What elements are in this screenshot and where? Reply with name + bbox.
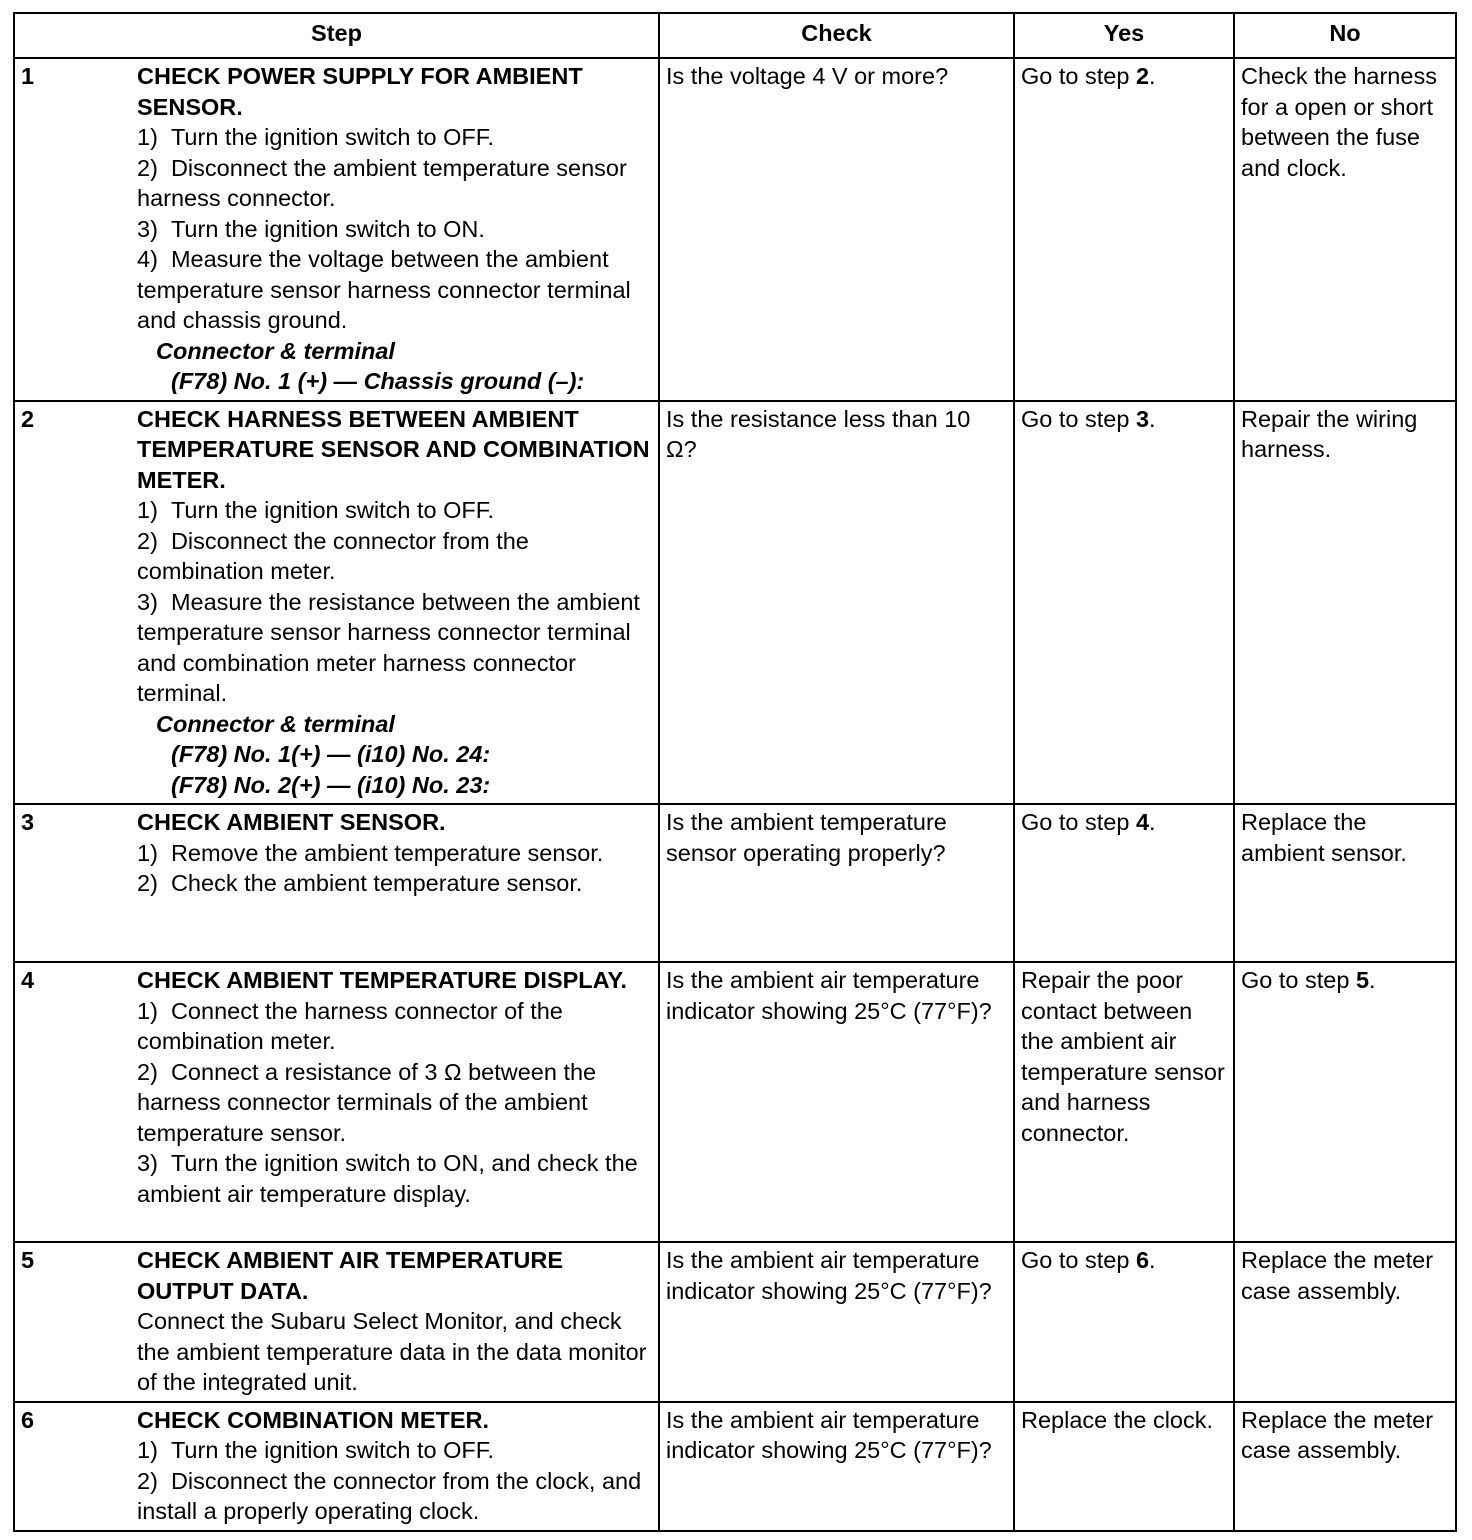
step-cell xyxy=(14,1242,659,1402)
check-cell: Is the resistance less than 10 Ω? xyxy=(659,401,1014,805)
check-cell: Is the ambient air temperature indicator showing 25°C (77°F)? xyxy=(659,962,1014,1242)
check-cell: Is the voltage 4 V or more? xyxy=(659,58,1014,401)
yes-text: Repair the poor contact between the ambient air temperature sensor and harness connector. xyxy=(1021,967,1225,1146)
step-instruction: 1) Turn the ignition switch to OFF. xyxy=(137,124,494,150)
header-step: Step xyxy=(14,13,659,58)
step-number: 3 xyxy=(21,809,35,835)
step-instruction: 2) Check the ambient temperature sensor. xyxy=(137,870,583,896)
step-number: 1 xyxy=(21,63,35,89)
yes-cell xyxy=(1014,401,1234,805)
step-instruction: 3) Measure the resistance between the ambient temperature sensor harness connector terminal and combination meter harness connector terminal. xyxy=(137,588,640,706)
step-cell xyxy=(14,962,659,1242)
step-instruction: 4) Measure the voltage between the ambient temperature sensor harness connector terminal and chassis ground. xyxy=(137,246,631,333)
connector-terminal: (F78) No. 1 (+) — Chassis ground (–): xyxy=(171,368,585,394)
step-title: CHECK AMBIENT AIR TEMPERATURE OUTPUT DATA. xyxy=(137,1247,564,1304)
check-cell: Is the ambient temperature sensor operating properly? xyxy=(659,804,1014,962)
no-cell: Replace the meter case assembly. xyxy=(1234,1402,1456,1531)
yes-step-number: 2 xyxy=(1135,63,1150,89)
table-row xyxy=(14,962,1456,1242)
step-instruction: 1) Remove the ambient temperature sensor. xyxy=(137,839,604,866)
yes-cell xyxy=(1014,1402,1234,1531)
check-cell: Is the ambient air temperature indicator showing 25°C (77°F)? xyxy=(659,1242,1014,1402)
connector-terminal: (F78) No. 2(+) — (i10) No. 23: xyxy=(171,771,491,798)
step-cell xyxy=(14,401,659,805)
yes-text: Go to step xyxy=(1021,63,1136,89)
check-cell: Is the ambient air temperature indicator showing 25°C (77°F)? xyxy=(659,1402,1014,1531)
yes-step-number: 4 xyxy=(1135,809,1150,835)
connector-terminal: (F78) No. 1(+) — (i10) No. 24: xyxy=(171,741,491,767)
yes-cell xyxy=(1014,804,1234,962)
step-title: CHECK POWER SUPPLY FOR AMBIENT SENSOR. xyxy=(137,63,583,120)
step-instruction: 3) Turn the ignition switch to ON. xyxy=(137,215,485,242)
header-no: No xyxy=(1234,13,1456,58)
table-row xyxy=(14,804,1456,962)
diagnostic-table xyxy=(13,12,1457,1532)
step-title: CHECK COMBINATION METER. xyxy=(137,1406,490,1433)
yes-text: Go to step xyxy=(1021,1247,1136,1273)
table-row xyxy=(14,58,1456,401)
step-title: CHECK AMBIENT SENSOR. xyxy=(137,809,446,835)
no-step-number: 5 xyxy=(1355,967,1370,993)
step-title: CHECK HARNESS BETWEEN AMBIENT TEMPERATURE SENSOR AND COMBINATION METER. xyxy=(137,405,650,493)
no-cell: Repair the wiring harness. xyxy=(1234,401,1456,805)
yes-text: Replace the clock. xyxy=(1021,1406,1214,1433)
yes-cell xyxy=(1014,1242,1234,1402)
step-number: 4 xyxy=(21,967,35,993)
yes-text: Go to step xyxy=(1021,405,1136,432)
step-cell xyxy=(14,58,659,401)
table-row xyxy=(14,401,1456,805)
no-cell xyxy=(1234,962,1456,1242)
no-cell: Check the harness for a open or short between the fuse and clock. xyxy=(1234,58,1456,401)
yes-step-number: 6 xyxy=(1135,1247,1150,1273)
yes-suffix: . xyxy=(1149,809,1156,835)
yes-suffix: . xyxy=(1149,1247,1156,1273)
step-instruction: 3) Turn the ignition switch to ON, and check the ambient air temperature display. xyxy=(137,1150,638,1207)
table-row xyxy=(14,1242,1456,1402)
step-instruction: 1) Turn the ignition switch to OFF. xyxy=(137,1437,494,1463)
step-instruction: 2) Disconnect the connector from the clock, and install a properly operating clock. xyxy=(137,1467,642,1524)
yes-suffix: . xyxy=(1149,405,1156,432)
connector-heading: Connector & terminal xyxy=(156,337,395,364)
yes-text: Go to step xyxy=(1021,809,1136,835)
step-title: CHECK AMBIENT TEMPERATURE DISPLAY. xyxy=(137,967,628,993)
yes-cell xyxy=(1014,962,1234,1242)
header-check: Check xyxy=(659,13,1014,58)
step-cell xyxy=(14,804,659,962)
step-instruction: Connect the Subaru Select Monitor, and check the ambient temperature data in the data monitor of the integrated unit. xyxy=(137,1308,647,1395)
no-cell: Replace the meter case assembly. xyxy=(1234,1242,1456,1402)
no-text: Go to step xyxy=(1241,967,1356,993)
step-number: 2 xyxy=(21,405,35,432)
no-suffix: . xyxy=(1369,967,1376,993)
yes-cell xyxy=(1014,58,1234,401)
step-instruction: 2) Disconnect the connector from the combination meter. xyxy=(137,527,529,584)
header-yes: Yes xyxy=(1014,13,1234,58)
table-row xyxy=(14,1402,1456,1531)
step-instruction: 2) Disconnect the ambient temperature sensor harness connector. xyxy=(137,154,627,211)
yes-step-number: 3 xyxy=(1135,405,1150,432)
step-cell xyxy=(14,1402,659,1531)
step-instruction: 1) Connect the harness connector of the combination meter. xyxy=(137,997,563,1054)
step-instruction: 1) Turn the ignition switch to OFF. xyxy=(137,497,494,523)
yes-suffix: . xyxy=(1149,63,1156,89)
no-cell: Replace the ambient sensor. xyxy=(1234,804,1456,962)
connector-heading: Connector & terminal xyxy=(156,710,395,737)
step-number: 5 xyxy=(21,1247,35,1273)
step-number: 6 xyxy=(21,1406,35,1433)
header-row xyxy=(14,13,1456,58)
step-instruction: 2) Connect a resistance of 3 Ω between the harness connector terminals of the ambient temperature sensor. xyxy=(137,1058,597,1146)
